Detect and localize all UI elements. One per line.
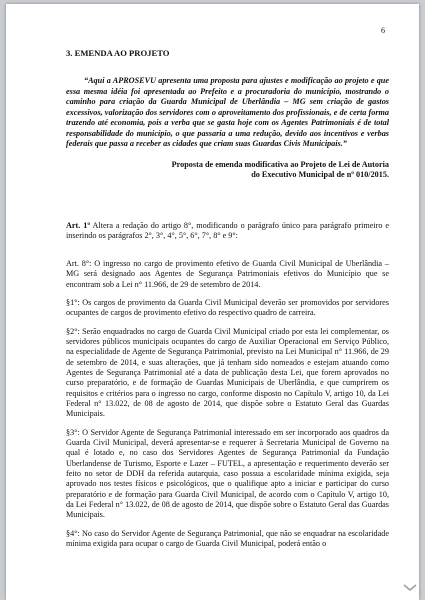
proposal-caption: Proposta de emenda modificativa ao Projeto de Lei de Autoria do Executivo Municipal de nº 010/2015. <box>171 159 389 179</box>
paragraph-art8: Art. 8°: O ingresso no cargo de provimento efetivo de Guarda Civil Municipal de Uberlândia – MG será designado aos Agentes de Segurança Patrimoniais efetivos do Município que se encontram sob a Lei n° 11.966, de 29 de setembro de 2014. <box>66 259 389 289</box>
quote-paragraph: “Aqui a APROSEVU apresenta uma proposta para ajustes e modificação ao projeto e que essa mesma idéia foi apresentada ao Prefeito e a procuradoria do município, mostrando o caminho para criação da Guarda Municipal de Uberlândia – MG sem criação de gastos excessivos, valorização dos servidores com o aproveitamento dos profissionais, e de certa forma trazendo até economia, pois a verba que se gasta hoje com os Agentes Patrimoniais é de total responsabilidade do município, o que passaria a uma redução, devido aos incentivos e verbas federais que passa a receber as cidades que criam suas Guardas Civis Municipais.” <box>66 76 389 148</box>
page-number: 6 <box>381 26 385 35</box>
paragraph-s1: §1°: Os cargos de provimento da Guarda Civil Municipal deverão ser promovidos por servidores ocupantes de cargos de provimento efetivo do respectivo quadro de carreira. <box>66 298 389 318</box>
scroll-down-arrow-icon[interactable] <box>403 582 417 592</box>
section-heading: 3. EMENDA AO PROJETO <box>66 48 170 58</box>
document-page <box>6 4 419 600</box>
paragraph-s3: §3°: O Servidor Agente de Segurança Patrimonial interessado em ser incorporado aos quadros da Guarda Civil Municipal, deverá apresentar-se e requerer à Secretaria Municipal de Governo na qual é lotado e, no caso dos Servidores Agentes de Segurança Patrimonial da Fundação Uberlandense de Turismo, Esporte e Lazer – FUTEL, a apresentação e requerimento deverão ser feito no setor de DDH da referida autarquia, caso possua a escolaridade mínima exigida, seja aprovado nos testes físicos e psicológicos, que o qualifique apto a iniciar e participar do curso preparatório e de formação para Guarda Civil Municipal, de acordo com o Capítulo V, artigo 10, da Lei Federal n° 13.022, de 08 de agosto de 2014, que dispõe sobre o Estatuto Geral das Guardas Municipais. <box>66 427 389 520</box>
paragraph-s4: §4°: No caso do Servidor Agente de Segurança Patrimonial, que não se enquadrar na escolaridade mínima exigida para ocupar o cargo de Guarda Civil Municipal, poderá então o <box>66 528 389 549</box>
page-content <box>66 48 389 557</box>
paragraph-s2: §2°: Serão enquadrados no cargo de Guarda Civil Municipal criado por esta lei complementar, os servidores públicos municipais ocupantes do cargo de Auxiliar Operacional em Serviço Público, na especialidade de Agente de Segurança Patrimonial, previsto na Lei Municipal n° 11.966, de 29 de setembro de 2014, e suas alterações, que já tenham sido nomeados e estejam atuando como Agentes de Segurança Patrimonial até a data de publicação desta Lei, que forem aprovados no curso preparatório, e de formação de Guardas Municipais de Uberlândia, e que cumprirem os requisitos e critérios para o ingresso no cargo, conforme disposto no Capítulo V, artigo 10, da Lei Federal n° 13.022, de 08 de agosto de 2014, que dispõe sobre o Estatuto Geral das Guardas Municipais. <box>66 326 389 419</box>
article-1-text: Altera a redação do artigo 8°, modificando o parágrafo único para parágrafo primeiro e inserindo os parágrafos 2°, 3°, 4°, 5°, 6°, 7°, 8° e 9°: <box>66 220 390 240</box>
article-1 <box>66 221 389 242</box>
article-1-lead: Art. 1º <box>66 220 91 230</box>
